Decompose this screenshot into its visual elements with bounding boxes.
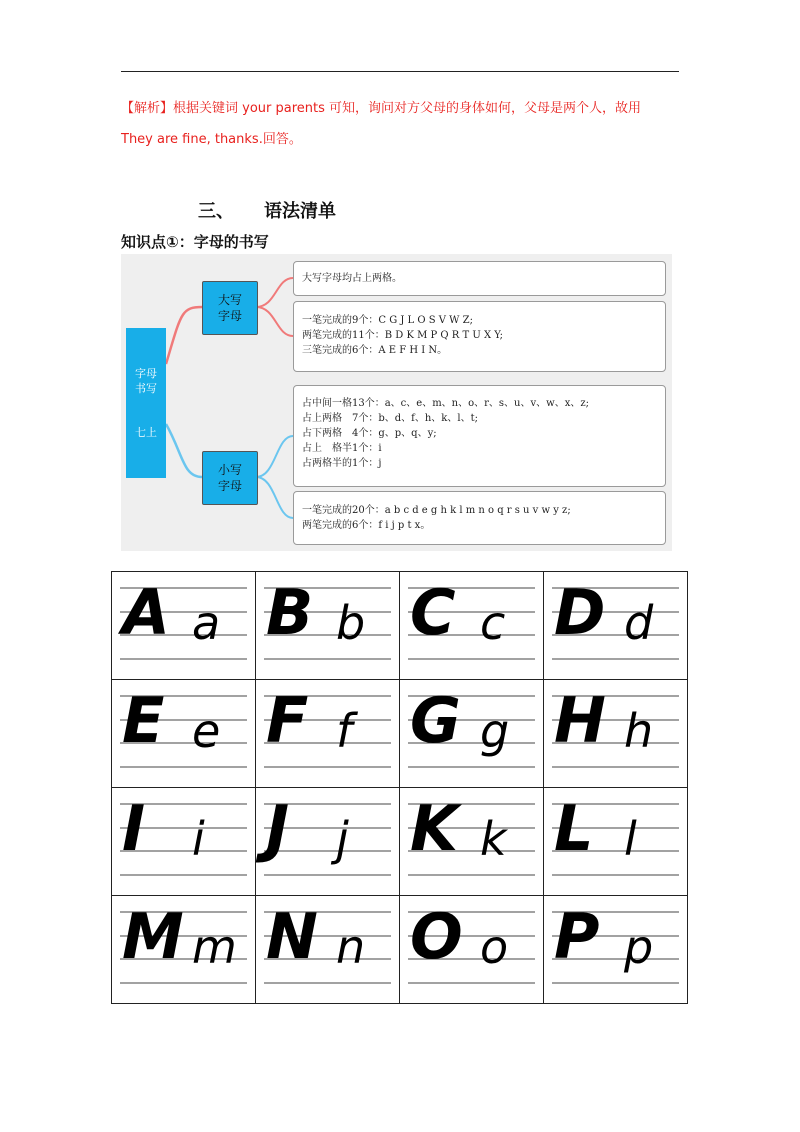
lowercase-letter: o [480,920,509,974]
uppercase-letter: L [554,792,592,865]
letter-writing-mindmap [121,254,672,551]
lowercase-position-line: 占上两格 7个：b、d、f、h、k、l、t; [302,413,478,424]
letter-row [112,680,688,788]
uppercase-letter: H [554,684,604,757]
letter-cell [544,680,688,788]
section-number: 三、 [198,201,234,222]
lowercase-letter: a [192,596,221,650]
letter-cell [112,680,256,788]
letter-row [112,572,688,680]
uppercase-letter: G [410,684,459,757]
root-sublabel: 七上 [135,426,157,439]
uppercase-strokes-box [293,301,666,372]
uppercase-letter: D [554,576,604,649]
lowercase-letter: l [624,812,637,866]
lowercase-strokes-line: 一笔完成的20个：a b c d e g h k l m n o q r s u v w y z; [302,505,571,516]
letter-cell [256,896,400,1004]
letter-cell [544,572,688,680]
lowercase-letter: i [192,812,205,866]
root-label-line-2: 书写 [135,382,157,395]
letter-cell [112,788,256,896]
letter-cell [400,680,544,788]
uppercase-strokes-line: 两笔完成的11个：B D K M P Q R T U X Y; [302,330,503,341]
uppercase-letter: I [122,792,144,865]
letter-cell [256,680,400,788]
uppercase-letter: P [554,900,598,973]
uppercase-letter: J [266,792,288,865]
uppercase-letter: F [266,684,307,757]
lowercase-letter: j [336,812,349,866]
lowercase-letter: k [480,812,507,866]
lowercase-letter: b [336,596,366,650]
uppercase-branch-label: 大写 字母 [217,293,242,323]
uppercase-strokes-line: 一笔完成的9个：C G J L O S V W Z; [302,315,473,326]
section-title: 语法清单 [264,201,336,222]
section-heading [198,197,336,223]
lowercase-position-line: 占上 格半1个：i [302,443,382,454]
top-divider [121,71,679,72]
knowledge-point-title: 知识点①：字母的书写 [121,233,269,251]
uppercase-branch [202,281,258,335]
uppercase-letter: A [122,576,168,649]
lowercase-strokes-line: 两笔完成的6个：f i j p t x。 [302,520,431,531]
analysis-line-2: They are fine, thanks.回答。 [121,132,302,147]
letter-row [112,896,688,1004]
letter-cell [400,896,544,1004]
letter-cell [112,572,256,680]
letter-cell [256,788,400,896]
letter-cell [400,788,544,896]
root-label [126,366,166,396]
root-label-line-1: 字母 [135,367,157,380]
lowercase-letter: c [480,596,506,650]
lowercase-letter: h [624,704,654,758]
lowercase-letter: p [624,920,654,974]
lowercase-position-line: 占两格半的1个：j [302,458,382,469]
lowercase-position-line: 占中间一格13个：a、c、e、m、n、o、r、s、u、v、w、x、z; [302,398,589,409]
lowercase-letter: f [336,704,353,758]
uppercase-letter: E [122,684,163,757]
lowercase-letter: m [192,920,237,974]
lowercase-letter: d [624,596,654,650]
lowercase-letter: g [480,704,510,758]
letter-writing-table [111,571,688,1004]
letter-cell [400,572,544,680]
letter-cell [544,896,688,1004]
uppercase-letter: C [410,576,454,649]
analysis-line-1: 【解析】根据关键词 your parents 可知，询问对方父母的身体如何，父母是两个人，故用 [121,101,642,116]
lowercase-letter: n [336,920,366,974]
lowercase-letter: e [192,704,221,758]
letter-cell [112,896,256,1004]
letter-row [112,788,688,896]
lowercase-branch [202,451,258,505]
lowercase-strokes-box [293,491,666,545]
lowercase-position-line: 占下两格 4个：g、p、q、y; [302,428,437,439]
uppercase-position-box [293,261,666,296]
letter-cell [256,572,400,680]
uppercase-letter: B [266,576,312,649]
uppercase-position-text: 大写字母均占上两格。 [302,273,402,284]
uppercase-letter: O [410,900,461,973]
uppercase-letter: M [122,900,182,973]
mindmap-root [126,328,166,478]
uppercase-letter: K [410,792,457,865]
letter-cell [544,788,688,896]
uppercase-strokes-line: 三笔完成的6个：A E F H I N。 [302,345,448,356]
lowercase-position-box [293,385,666,487]
uppercase-letter: N [266,900,316,973]
lowercase-branch-label: 小写 字母 [217,463,242,493]
